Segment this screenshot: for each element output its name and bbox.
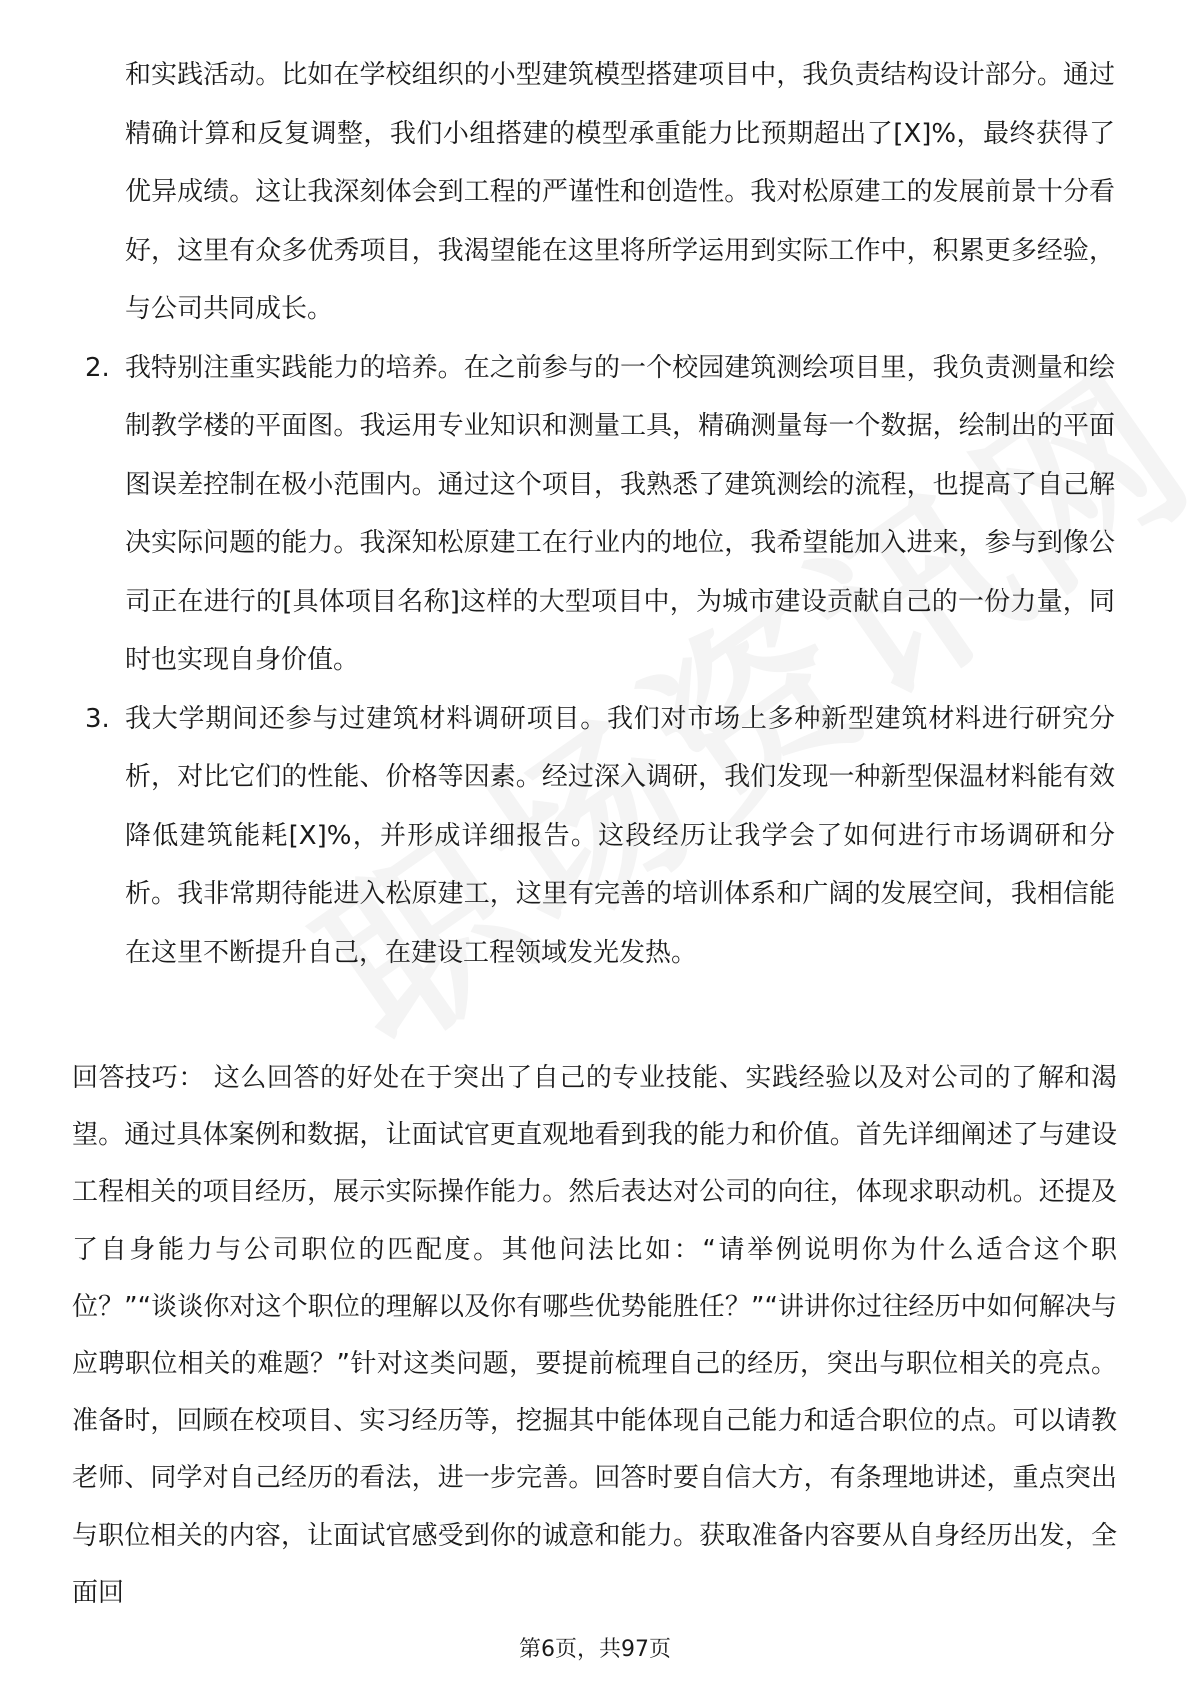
list-item-number: 3. [85,703,110,734]
list-item [0,339,1115,690]
list-item-text: 我特别注重实践能力的培养。在之前参与的一个校园建筑测绘项目里，我负责测量和绘制教学楼的平面图。我运用专业知识和测量工具，精确测量每一个数据，绘制出的平面图误差控制在极小范围内。通过这个项目，我熟悉了建筑测绘的流程，也提高了自己解决实际问题的能力。我深知松原建工在行业内的地位，我希望能加入进来，参与到像公司正在进行的[具体项目名称]这样的大型项目中，为城市建设贡献自己的一份力量，同时也实现自身价值。 [125,352,1115,675]
list-item [0,46,1115,339]
page-number: 第6页，共97页 [519,1637,671,1662]
list-item-text: 我大学期间还参与过建筑材料调研项目。我们对市场上多种新型建筑材料进行研究分析，对比它们的性能、价格等因素。经过深入调研，我们发现一种新型保温材料能有效降低建筑能耗[X]%，并形成详细报告。这段经历让我学会了如何进行市场调研和分析。我非常期待能进入松原建工，这里有完善的培训体系和广阔的发展空间，我相信能在这里不断提升自己，在建设工程领域发光发热。 [125,703,1115,968]
list-item [0,690,1115,983]
answer-tips-paragraph: 回答技巧： 这么回答的好处在于突出了自己的专业技能、实践经验以及对公司的了解和渴望。通过具体案例和数据，让面试官更直观地看到我的能力和价值。首先详细阐述了与建设工程相关的项目经历，展示实际操作能力。然后表达对公司的向往，体现求职动机。还提及了自身能力与公司职位的匹配度。其他问法比如：“请举例说明你为什么适合这个职位？”“谈谈你对这个职位的理解以及你有哪些优势能胜任？”“讲讲你过往经历中如何解决与应聘职位相关的难题？”针对这类问题，要提前梳理自己的经历，突出与职位相关的亮点。准备时，回顾在校项目、实习经历等，挖掘其中能体现自己能力和适合职位的点。可以请教老师、同学对自己经历的看法，进一步完善。回答时要自信大方，有条理地讲述，重点突出与职位相关的内容，让面试官感受到你的诚意和能力。获取准备内容要从自身经历出发，全面回 [72,1063,1117,1608]
list-item-text: 和实践活动。比如在学校组织的小型建筑模型搭建项目中，我负责结构设计部分。通过精确计算和反复调整，我们小组搭建的模型承重能力比预期超出了[X]%，最终获得了优异成绩。这让我深刻体会到工程的严谨性和创造性。我对松原建工的发展前景十分看好，这里有众多优秀项目，我渴望能在这里将所学运用到实际工作中，积累更多经验，与公司共同成长。 [125,60,1115,324]
list-item-number: 2. [85,352,110,383]
answer-list [0,46,1190,982]
